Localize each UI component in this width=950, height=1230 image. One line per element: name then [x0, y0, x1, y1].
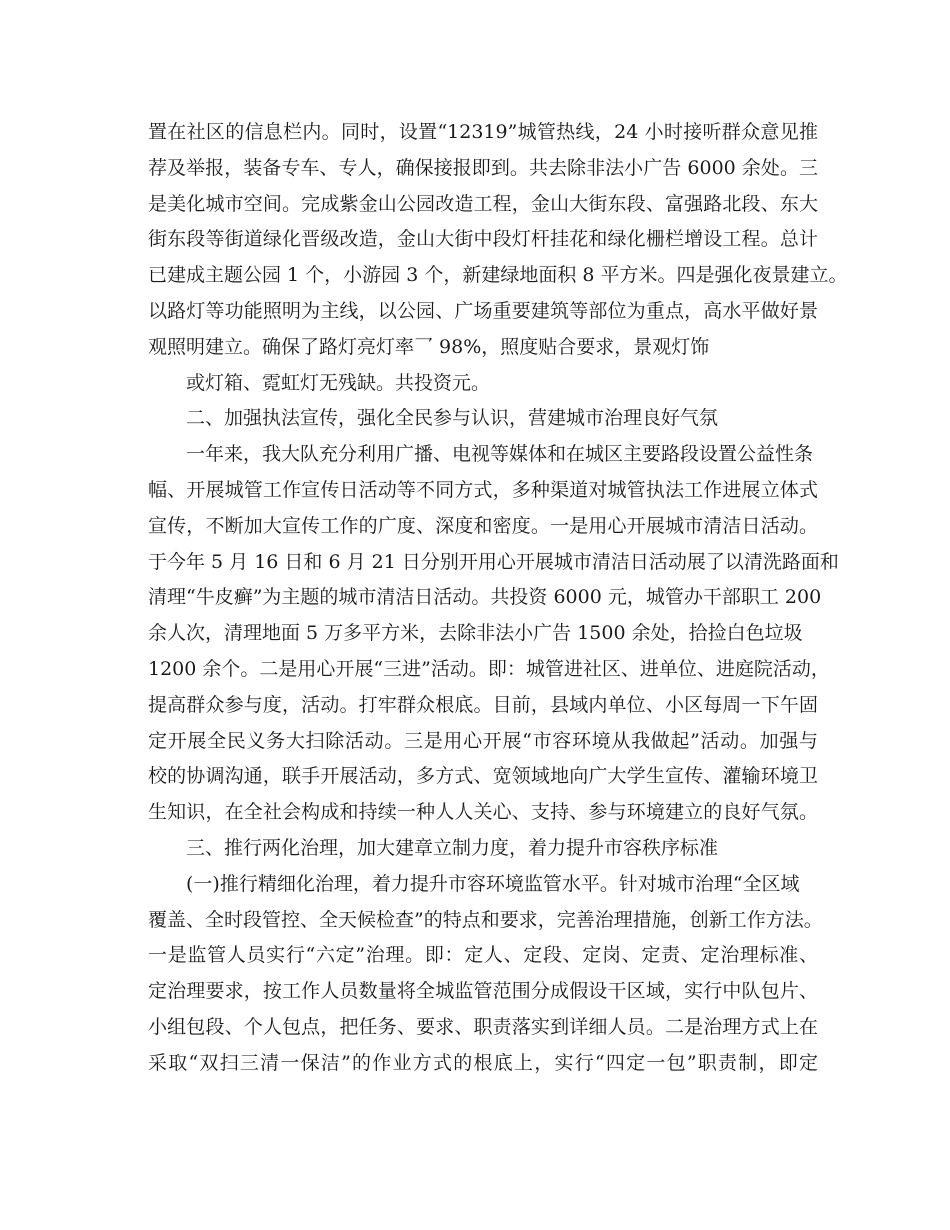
section-heading: 三、推行两化治理，加大建章立制力度，着力提升市容秩序标准 [186, 836, 719, 859]
text-line: 提高群众参与度，活动。打牢群众根底。目前，县域内单位、小区每周一下午固 [148, 693, 818, 716]
text-line: 校的协调沟通，联手开展活动，多方式、宽领域地向广大学生宣传、灌输环境卫 [148, 765, 818, 788]
text-line: 定开展全民义务大扫除活动。三是用心开展“市容环境从我做起”活动。加强与 [148, 729, 818, 752]
text-line: 余人次，清理地面 5 万多平方米，去除非法小广告 1500 余处，拾捡白色垃圾 [148, 622, 803, 645]
text-line: 清理“牛皮癣”为主题的城市清洁日活动。共投资 6000 元，城管办干部职工 200 [148, 586, 822, 609]
text-line: 观照明建立。确保了路灯亮灯率乛 98%，照度贴合要求，景观灯饰 [148, 335, 710, 358]
text-line: 一是监管人员实行“六定”治理。即：定人、定段、定岗、定责、定治理标准、 [148, 944, 818, 967]
text-line: 已建成主题公园 1 个，小游园 3 个，新建绿地面积 8 平方米。四是强化夜景建立。 [148, 264, 848, 287]
text-line: 或灯箱、霓虹灯无残缺。共投资元。 [186, 371, 491, 394]
text-line: 以路灯等功能照明为主线，以公园、广场重要建筑等部位为重点，高水平做好景 [148, 299, 818, 322]
text-line: 幅、开展城管工作宣传日活动等不同方式，多种渠道对城管执法工作进展立体式 [148, 478, 818, 501]
document-body [148, 115, 848, 1082]
text-line: 覆盖、全时段管控、全天候检查”的特点和要求，完善治理措施，创新工作方法。 [148, 908, 823, 931]
text-line: 宣传，不断加大宣传工作的广度、深度和密度。一是用心开展城市清洁日活动。 [148, 514, 818, 537]
text-line: 置在社区的信息栏内。同时，设置“12319”城管热线，24 小时接听群众意见推 [148, 121, 818, 143]
text-line: 采取“双扫三清一保洁”的作业方式的根底上，实行“四定一包”职责制，即定 [148, 1051, 818, 1074]
text-line: 于今年 5 月 16 日和 6 月 21 日分别开用心开展城市清洁日活动展了以清洗路面和 [148, 550, 839, 573]
text-line: 一年来，我大队充分利用广播、电视等媒体和在城区主要路段设置公益性条 [186, 443, 814, 466]
text-line: 是美化城市空间。完成紫金山公园改造工程，金山大街东段、富强路北段、东大 [148, 192, 818, 215]
text-line: 小组包段、个人包点，把任务、要求、职责落实到详细人员。二是治理方式上在 [148, 1015, 818, 1038]
text-line: (一)推行精细化治理，着力提升市容环境监管水平。针对城市治理“全区域 [186, 872, 800, 895]
text-line: 荐及举报，装备专车、专人，确保接报即到。共去除非法小广告 6000 余处。三 [148, 156, 818, 179]
text-line: 生知识，在全社会构成和持续一种人人关心、支持、参与环境建立的良好气氛。 [148, 801, 818, 824]
text-line: 定治理要求，按工作人员数量将全城监管范围分成假设干区域，实行中队包片、 [148, 980, 818, 1003]
text-line: 街东段等街道绿化晋级改造，金山大街中段灯杆挂花和绿化栅栏增设工程。总计 [148, 228, 818, 251]
text-line: 1200 余个。二是用心开展“三进”活动。即：城管进社区、进单位、进庭院活动， [148, 657, 830, 680]
section-heading: 二、加强执法宣传，强化全民参与认识，营建城市治理良好气氛 [186, 407, 719, 430]
